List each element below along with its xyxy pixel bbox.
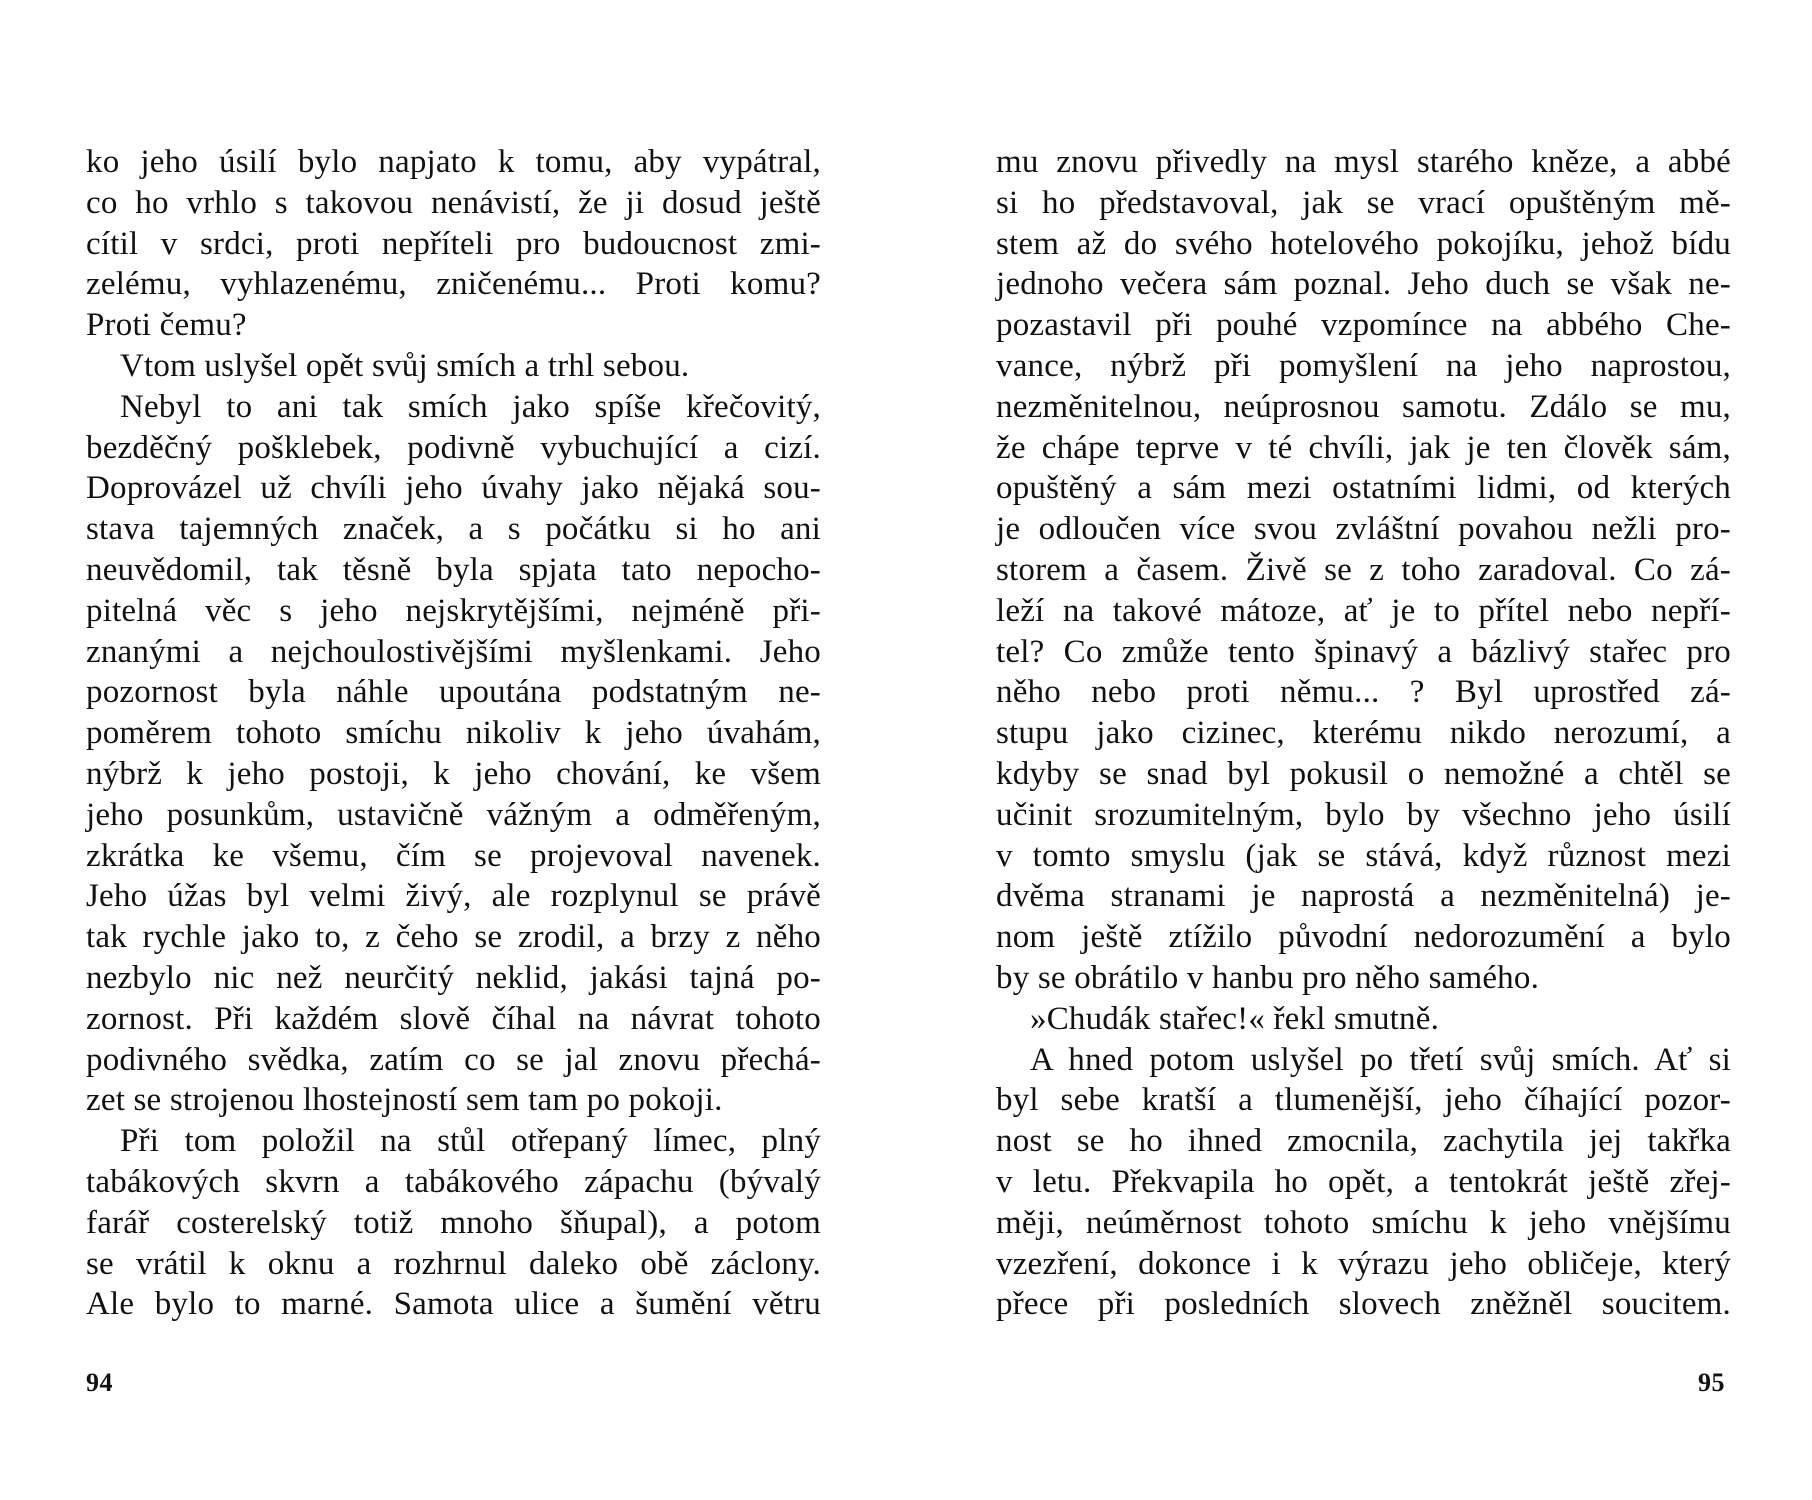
- text-line: je odloučen více svou zvláštní povahou nežli pro-: [996, 511, 1731, 548]
- text-line: znanými a nejchoulostivějšími myšlenkami. Jeho: [86, 633, 821, 670]
- text-line: poměrem tohoto smíchu nikoliv k jeho úvahám,: [86, 715, 821, 752]
- text-line: dvěma stranami je naprostá a nezměnitelná) je-: [996, 878, 1731, 915]
- text-line: byl sebe kratší a tlumenější, jeho číhající pozor-: [996, 1082, 1731, 1119]
- page-number-left: 94: [86, 1368, 113, 1397]
- text-line: bezděčný pošklebek, podivně vybuchující a cizí.: [86, 429, 821, 466]
- text-line: stem až do svého hotelového pokojíku, jehož bídu: [996, 225, 1731, 262]
- text-line: cítil v srdci, proti nepříteli pro budoucnost zmi-: [86, 225, 821, 262]
- text-line: nýbrž k jeho postoji, k jeho chování, ke všem: [86, 755, 821, 792]
- text-line: jeho posunkům, ustavičně vážným a odměřeným,: [86, 796, 821, 833]
- text-line: nezbylo nic než neurčitý neklid, jakási tajná po-: [86, 959, 821, 996]
- right-page-text: [996, 142, 1731, 1325]
- text-line: nost se ho ihned zmocnila, zachytila jej takřka: [996, 1123, 1731, 1160]
- text-line: tel? Co zmůže tento špinavý a bázlivý stařec pro: [996, 633, 1731, 670]
- text-line: v tomto smyslu (jak se stává, když různost mezi: [996, 837, 1731, 874]
- text-line: učinit srozumitelným, bylo by všechno jeho úsilí: [996, 796, 1731, 833]
- text-line: tabákových skvrn a tabákového zápachu (bývalý: [86, 1163, 821, 1200]
- text-line: Ale bylo to marné. Samota ulice a šumění větru: [86, 1286, 821, 1323]
- text-line: by se obrátilo v hanbu pro něho samého.: [996, 959, 1540, 996]
- text-line: mu znovu přivedly na mysl starého kněze, a abbé: [996, 144, 1731, 180]
- text-line: nezměnitelnou, neúprosnou samotu. Zdálo se mu,: [996, 388, 1731, 425]
- right-page: [996, 142, 1731, 1442]
- text-line: opuštěný a sám mezi ostatními lidmi, od kterých: [996, 470, 1731, 507]
- text-line: storem a časem. Živě se z toho zaradoval. Co zá-: [996, 551, 1731, 588]
- text-line: co ho vrhlo s takovou nenávistí, že ji dosud ještě: [86, 184, 821, 221]
- text-line: stupu jako cizinec, kterému nikdo nerozumí, a: [996, 715, 1731, 752]
- left-page-text: [86, 142, 821, 1325]
- text-line: Při tom položil na stůl otřepaný límec, plný: [120, 1123, 821, 1160]
- text-line: podivného svědka, zatím co se jal znovu přechá-: [86, 1041, 821, 1078]
- text-line: A hned potom uslyšel po třetí svůj smích. Ať si: [1030, 1041, 1731, 1078]
- text-line: nom ještě ztížilo původní nedorozumění a bylo: [996, 919, 1731, 956]
- text-line: vance, nýbrž při pomyšlení na jeho naprostou,: [996, 347, 1731, 384]
- page-number-right: 95: [1698, 1368, 1725, 1397]
- text-line: Doprovázel už chvíli jeho úvahy jako nějaká sou-: [86, 470, 821, 507]
- text-line: že chápe teprve v té chvíli, jak je ten člověk sám,: [996, 429, 1731, 466]
- text-line: vzezření, dokonce i k výrazu jeho obličeje, který: [996, 1245, 1731, 1282]
- text-line: neuvědomil, tak těsně byla spjata tato nepocho-: [86, 551, 821, 588]
- text-line: tak rychle jako to, z čeho se zrodil, a brzy z něho: [86, 919, 821, 956]
- text-line: pozornost byla náhle upoutána podstatným ne-: [86, 674, 821, 711]
- text-line: měji, neúměrnost tohoto smíchu k jeho vnějšímu: [996, 1204, 1731, 1241]
- text-line: zelému, vyhlazenému, zničenému... Proti komu?: [86, 266, 821, 303]
- text-line: se vrátil k oknu a rozhrnul daleko obě záclony.: [86, 1245, 821, 1282]
- text-line: Vtom uslyšel opět svůj smích a trhl sebou.: [120, 347, 690, 384]
- left-page: [86, 142, 821, 1442]
- text-line: stava tajemných značek, a s počátku si ho ani: [86, 511, 821, 548]
- text-line: zet se strojenou lhostejností sem tam po pokoji.: [86, 1082, 723, 1119]
- text-line: jednoho večera sám poznal. Jeho duch se však ne-: [996, 266, 1731, 303]
- text-line: pitelná věc s jeho nejskrytějšími, nejméně při-: [86, 592, 821, 629]
- text-line: ko jeho úsilí bylo napjato k tomu, aby vypátral,: [86, 144, 821, 180]
- text-line: v letu. Překvapila ho opět, a tentokrát ještě zřej-: [996, 1163, 1731, 1200]
- text-line: Nebyl to ani tak smích jako spíše křečovitý,: [120, 388, 821, 425]
- text-line: farář costerelský totiž mnoho šňupal), a potom: [86, 1204, 821, 1241]
- text-line: zkrátka ke všemu, čím se projevoval navenek.: [86, 837, 821, 874]
- text-line: si ho představoval, jak se vrací opuštěným mě-: [996, 184, 1731, 221]
- text-line: přece při posledních slovech zněžněl soucitem.: [996, 1286, 1731, 1323]
- text-line: kdyby se snad byl pokusil o nemožné a chtěl se: [996, 755, 1731, 792]
- text-line: Proti čemu?: [86, 307, 247, 344]
- text-line: Jeho úžas byl velmi živý, ale rozplynul se právě: [86, 878, 821, 915]
- text-line: leží na takové mátoze, ať je to přítel nebo nepří-: [996, 592, 1731, 629]
- text-line: zornost. Při každém slově číhal na návrat tohoto: [86, 1000, 821, 1037]
- text-line: pozastavil při pouhé vzpomínce na abbého Che-: [996, 307, 1731, 344]
- text-line: něho nebo proti němu... ? Byl uprostřed zá-: [996, 674, 1731, 711]
- text-line: »Chudák stařec!« řekl smutně.: [1030, 1000, 1440, 1037]
